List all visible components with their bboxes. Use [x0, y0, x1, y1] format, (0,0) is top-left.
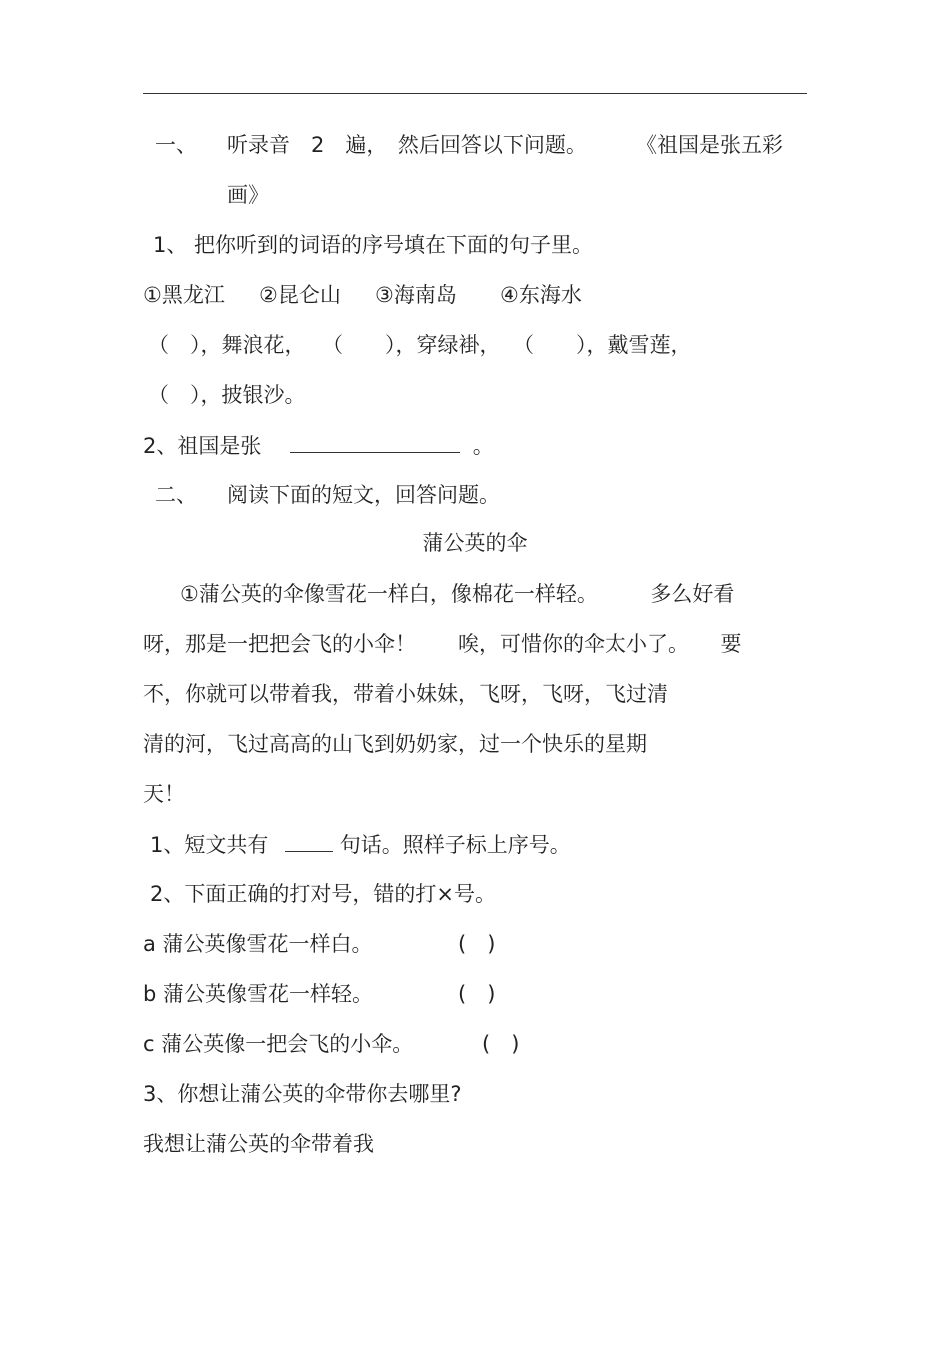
r1-prefix: 1、短文共有 [150, 833, 269, 857]
passage-line-2: 呀，那是一把把会飞的小伞！ 唉，可惜你的伞太小了。 要 [143, 632, 742, 656]
q1-blank-3[interactable]: （ ），戴雪莲， [513, 333, 692, 357]
section1-instruction: 听录音 2 遍， 然后回答以下问题。 [227, 133, 587, 157]
q2-line [143, 432, 494, 459]
r2-item-b: b 蒲公英像雪花一样轻。 [143, 982, 374, 1006]
r2-item-a: a 蒲公英像雪花一样白。 [143, 932, 373, 956]
r2-item-b-answer[interactable]: ( ) [458, 982, 496, 1006]
r2-item-c: c 蒲公英像一把会飞的小伞。 [143, 1032, 414, 1056]
section2-number: 二、 [155, 483, 197, 507]
q2-prefix: 2、祖国是张 [143, 434, 262, 458]
q1-option-1: ①黑龙江 [143, 283, 225, 307]
q2-suffix: 。 [472, 434, 494, 458]
q1-blank-1[interactable]: （ ），舞浪花， [148, 333, 306, 357]
passage-line-5: 天！ [143, 782, 185, 806]
section1-title-part2: 画》 [227, 183, 269, 207]
section1-title-part1: 《祖国是张五彩 [636, 133, 783, 157]
q1-blank-2[interactable]: （ ），穿绿褂， [322, 333, 501, 357]
r1-line [150, 831, 571, 858]
section2-instruction: 阅读下面的短文，回答问题。 [227, 483, 500, 507]
q1-option-3: ③海南岛 [375, 283, 457, 307]
r2-item-a-answer[interactable]: ( ) [458, 932, 496, 956]
q1-prompt: 1、 把你听到的词语的序号填在下面的句子里。 [153, 233, 594, 257]
passage-title: 蒲公英的伞 [422, 531, 528, 555]
r3-answer-start: 我想让蒲公英的伞带着我 [143, 1132, 374, 1156]
q1-blank-4[interactable]: （ ），披银沙。 [148, 383, 306, 407]
passage-line-1: ①蒲公英的伞像雪花一样白，像棉花一样轻。 多么好看 [180, 582, 735, 606]
r1-suffix: 句话。照样子标上序号。 [339, 833, 571, 857]
section1-number: 一、 [155, 133, 197, 157]
q1-option-4: ④东海水 [500, 283, 582, 307]
q1-option-2: ②昆仑山 [259, 283, 341, 307]
r2-prompt: 2、下面正确的打对号，错的打×号。 [150, 882, 496, 906]
passage-line-4: 清的河，飞过高高的山飞到奶奶家，过一个快乐的星期 [143, 732, 647, 756]
passage-line-3: 不，你就可以带着我，带着小妹妹，飞呀，飞呀，飞过清 [143, 682, 668, 706]
r1-answer-blank[interactable] [285, 831, 333, 852]
r2-item-c-answer[interactable]: ( ) [482, 1032, 520, 1056]
q2-answer-blank[interactable] [290, 432, 460, 453]
top-rule [143, 93, 807, 94]
r3-prompt: 3、你想让蒲公英的伞带你去哪里? [143, 1082, 462, 1106]
